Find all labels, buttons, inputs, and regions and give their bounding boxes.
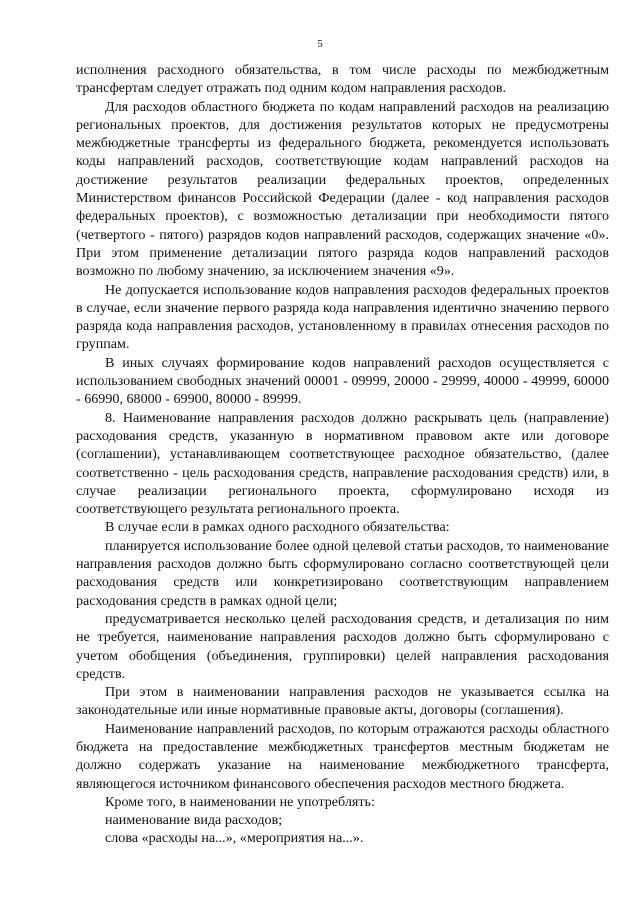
paragraph-single-obligation: В случае если в рамках одного расходного обязательства: — [105, 519, 450, 536]
paragraph-federal-codes-restriction: Не допускается использование кодов направления расходов федеральных проектов в случае, если значение первого разряда кода направления идентично значению первого разряда кода направления расходов, установленному в правилах отнесения расходов по группам. — [76, 281, 609, 353]
paragraph-no-legal-references: При этом в наименовании направления расходов не указывается ссылка на законодательные или иные нормативные правовые акты, договоры (соглашения). — [76, 684, 609, 719]
paragraph-continuation: исполнения расходного обязательства, в том числе расходы по межбюджетным трансфертам следует отражать под одним кодом направления расходов. — [76, 62, 609, 97]
paragraph-multiple-articles: планируется использование более одной целевой статьи расходов, то наименование направления расходов должно быть сформулировано согласно соответствующей цели расходования средств или конкретизировано соответствующим направлением расходования средств в рамках одной цели; — [76, 537, 609, 609]
paragraph-prohibited-intro: Кроме того, в наименовании не употреблять: — [105, 793, 375, 810]
page-number: 5 — [317, 38, 323, 50]
paragraph-item-8: 8. Наименование направления расходов должно раскрывать цель (направление) расходования средств, указанную в нормативном правовом акте или договоре (соглашении), устанавливающем соответствующее расходное обязательство, (далее соответственно - цель расходования средств, направление расходования средств) или, в случае реализации регионального проекта, сформулировано исходя из соответствующего результата регионального проекта. — [76, 409, 609, 518]
paragraph-interbudget-transfers: Наименование направлений расходов, по которым отражаются расходы областного бюджета на предоставление межбюджетных трансфертов местным бюджетам не должно содержать указание на наименование межбюджетного трансферта, являющегося источником финансового обеспечения расходов местного бюджета. — [76, 720, 609, 792]
paragraph-multiple-goals: предусматривается несколько целей расходования средств, и детализация по ним не требуется, наименование направления расходов должно быть сформулировано с учетом обобщения (объединения, группировки) целей направления расходования средств. — [76, 610, 609, 682]
paragraph-regional-projects-codes: Для расходов областного бюджета по кодам направлений расходов на реализацию региональных проектов, для достижения результатов которых не предусмотрены межбюджетные трансферты из федерального бюджета, рекомендуется использовать коды направлений расходов, соответствующие кодам направлений расходов на достижение результатов реализации федеральных проектов, определенных Министерством финансов Российской Федерации (далее - код направления расходов федеральных проектов), с возможностью детализации при необходимости пятого (четвертого - пятого) разрядов кодов направлений расходов, содержащих значение «0». При этом применение детализации пятого разряда кодов направлений расходов возможно по любому значению, за исключением значения «9». — [76, 98, 609, 280]
paragraph-prohibited-item-1: наименование вида расходов; — [105, 812, 283, 829]
paragraph-prohibited-item-2: слова «расходы на...», «мероприятия на...». — [105, 830, 364, 847]
document-body — [76, 61, 609, 848]
paragraph-free-values: В иных случаях формирование кодов направлений расходов осуществляется с использованием свободных значений 00001 - 09999, 20000 - 29999, 40000 - 49999, 60000 - 66990, 68000 - 69900, 80000 - 89999. — [76, 354, 609, 408]
